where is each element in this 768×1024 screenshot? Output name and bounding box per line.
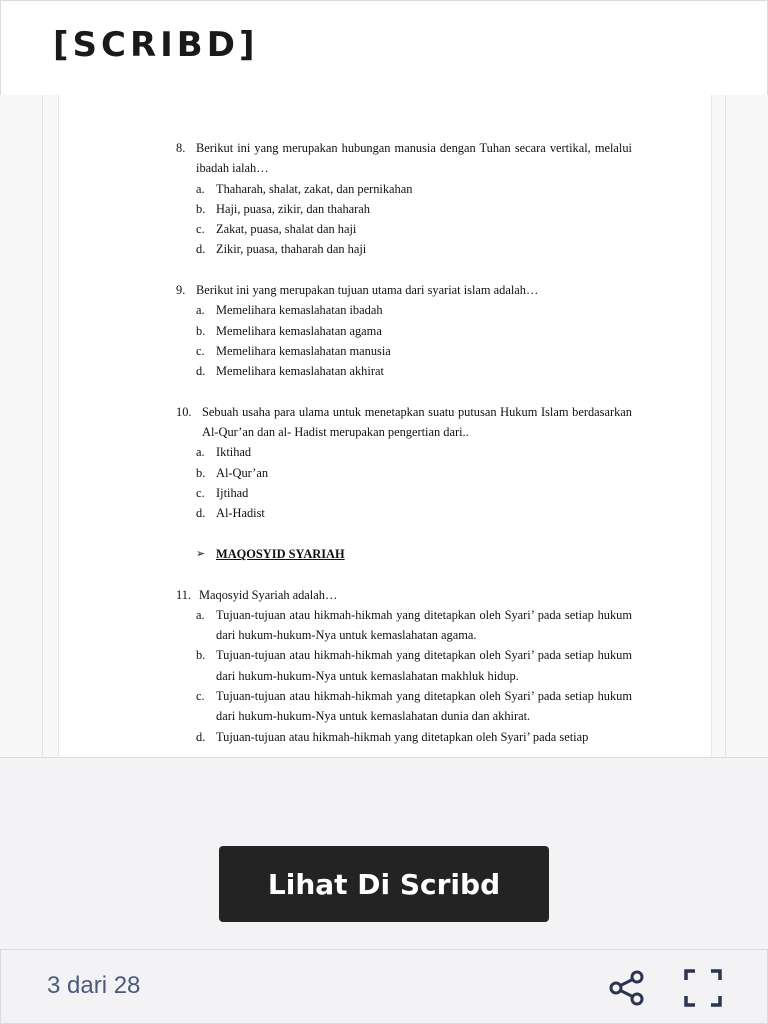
- option-letter: a.: [196, 181, 205, 196]
- spacer: [176, 524, 632, 544]
- question-number: 9.: [176, 283, 186, 298]
- scribd-logo[interactable]: [SCRIBD]: [53, 25, 259, 65]
- option-text: Al-Hadist: [216, 506, 265, 521]
- option-letter: a.: [196, 303, 205, 318]
- option-text: Al-Qur’an: [216, 465, 269, 480]
- option-letter: b.: [196, 465, 206, 480]
- question-11: [176, 585, 632, 747]
- option-text: Memelihara kemaslahatan akhirat: [216, 364, 384, 379]
- option-letter: d.: [196, 242, 206, 257]
- question-10: [176, 402, 632, 524]
- option-text: Haji, puasa, zikir, dan thaharah: [216, 201, 370, 216]
- bottom-toolbar: [0, 949, 768, 1024]
- right-gutter-line: [725, 95, 726, 757]
- section-title: MAQOSYID SYARIAH: [216, 546, 345, 561]
- question-number: 10.: [176, 404, 192, 419]
- question-8: [176, 138, 632, 260]
- option-a: [176, 179, 632, 199]
- question-text: Berikut ini yang merupakan tujuan utama dari syariat islam adalah…: [196, 283, 539, 298]
- option-a: [176, 300, 632, 320]
- option-text: Memelihara kemaslahatan agama: [216, 323, 382, 338]
- option-text: Zakat, puasa, shalat dan haji: [216, 222, 357, 237]
- option-c: [176, 219, 632, 239]
- spacer: [176, 564, 632, 584]
- question-number: 8.: [176, 141, 186, 155]
- document-viewer[interactable]: [0, 95, 768, 757]
- option-letter: b.: [196, 201, 206, 216]
- option-text: Thaharah, shalat, zakat, dan pernikahan: [216, 181, 413, 196]
- left-gutter-line: [42, 95, 43, 757]
- arrow-bullet-icon: ➢: [196, 546, 206, 560]
- option-letter: c.: [196, 343, 205, 358]
- option-text: Tujuan-tujuan atau hikmah-hikmah yang ditetapkan oleh Syari’ pada setiap: [216, 729, 589, 744]
- option-b: [176, 321, 632, 341]
- top-header: [0, 0, 768, 96]
- option-c: [176, 686, 632, 727]
- question-stem: [176, 585, 632, 605]
- share-icon[interactable]: [607, 968, 647, 1008]
- question-9: [176, 280, 632, 381]
- option-text: Memelihara kemaslahatan ibadah: [216, 303, 383, 318]
- option-letter: a.: [196, 607, 205, 622]
- question-stem: [176, 402, 632, 443]
- document-content: [176, 138, 632, 747]
- option-letter: b.: [196, 323, 206, 338]
- option-d: [176, 361, 632, 381]
- question-text: Maqosyid Syariah adalah…: [199, 587, 338, 602]
- option-d: [176, 503, 632, 523]
- question-stem: [176, 138, 632, 179]
- option-b: [176, 199, 632, 219]
- question-text: Sebuah usaha para ulama untuk menetapkan suatu putusan Hukum Islam berdasarkan Al-Qur’an dan al- Hadist merupakan pengertian dari..: [202, 404, 632, 440]
- option-text: Tujuan-tujuan atau hikmah-hikmah yang ditetapkan oleh Syari’ pada setiap hukum dari hukum-hukum-Nya untuk kemaslahatan dunia dan akhirat.: [216, 689, 632, 724]
- question-stem: [176, 280, 632, 300]
- option-c: [176, 341, 632, 361]
- option-letter: c.: [196, 486, 205, 501]
- question-number: 11.: [176, 587, 192, 602]
- page-counter: 3 dari 28: [47, 972, 141, 999]
- option-letter: d.: [196, 364, 206, 379]
- option-a: [176, 442, 632, 462]
- option-text: Iktihad: [216, 445, 252, 460]
- option-letter: d.: [196, 729, 206, 744]
- option-letter: b.: [196, 648, 206, 663]
- option-c: [176, 483, 632, 503]
- section-heading: [176, 544, 632, 564]
- view-on-scribd-button[interactable]: Lihat Di Scribd: [219, 846, 549, 922]
- option-a: [176, 605, 632, 646]
- spacer: [176, 382, 632, 402]
- option-d: [176, 727, 632, 747]
- option-text: Memelihara kemaslahatan manusia: [216, 343, 391, 358]
- spacer: [176, 260, 632, 280]
- option-letter: a.: [196, 445, 205, 460]
- option-b: [176, 645, 632, 686]
- option-b: [176, 463, 632, 483]
- option-d: [176, 239, 632, 259]
- question-text: Berikut ini yang merupakan hubungan manusia dengan Tuhan secara vertikal, melalui ibadah ialah…: [196, 141, 632, 176]
- option-letter: c.: [196, 689, 205, 704]
- option-text: Tujuan-tujuan atau hikmah-hikmah yang ditetapkan oleh Syari’ pada setiap hukum dari hukum-hukum-Nya untuk kemaslahatan makhluk hidup.: [216, 648, 632, 683]
- option-letter: d.: [196, 506, 206, 521]
- fullscreen-icon[interactable]: [683, 968, 723, 1008]
- option-text: Zikir, puasa, thaharah dan haji: [216, 242, 367, 257]
- option-text: Ijtihad: [216, 486, 249, 501]
- option-text: Tujuan-tujuan atau hikmah-hikmah yang ditetapkan oleh Syari’ pada setiap hukum dari hukum-hukum-Nya untuk kemaslahatan agama.: [216, 607, 632, 643]
- document-page: [58, 95, 712, 757]
- option-letter: c.: [196, 222, 205, 237]
